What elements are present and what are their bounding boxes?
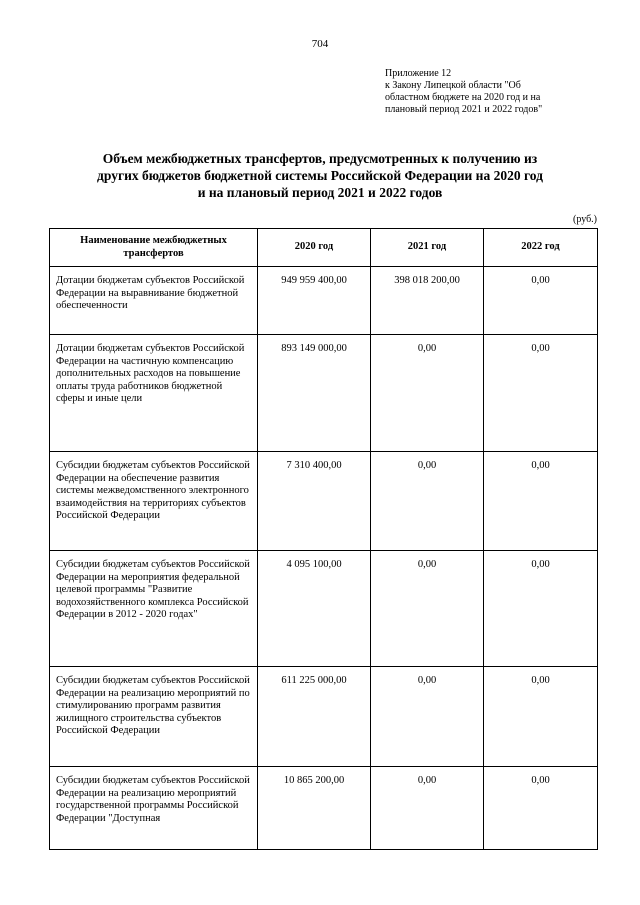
value-2022: 0,00 [484,335,598,452]
appendix-note [385,68,625,116]
value-2022: 0,00 [484,452,598,551]
table-row [50,452,598,551]
value-2022: 0,00 [484,551,598,667]
table-row [50,767,598,850]
appendix-line: к Закону Липецкой области "Об [385,80,521,91]
transfers-table [49,228,598,850]
table-row [50,667,598,767]
transfer-name: Субсидии бюджетам субъектов Российской Федерации на обеспечение развития системы межведомственного электронного взаимодействия на территориях субъектов Российской Федерации [50,452,258,551]
header-2021: 2021 год [371,229,484,267]
appendix-line: плановый период 2021 и 2022 годов" [385,104,543,115]
transfer-name: Субсидии бюджетам субъектов Российской Федерации на реализацию мероприятий по стимулированию программ развития жилищного строительства субъектов Российской Федерации [50,667,258,767]
value-2021: 0,00 [371,335,484,452]
table-row [50,551,598,667]
value-2021: 0,00 [371,667,484,767]
header-2022: 2022 год [484,229,598,267]
title-line: Объем межбюджетных трансфертов, предусмотренных к получению из [102,151,538,166]
value-2022: 0,00 [484,767,598,850]
currency-unit: (руб.) [573,214,597,225]
table-row [50,267,598,335]
document-title [40,150,600,201]
title-line: других бюджетов бюджетной системы Российской Федерации на 2020 год [97,168,543,183]
header-name: Наименование межбюджетных трансфертов [50,229,258,267]
value-2021: 0,00 [371,767,484,850]
value-2020: 7 310 400,00 [258,452,371,551]
page-number: 704 [311,38,329,50]
value-2020: 893 149 000,00 [258,335,371,452]
value-2021: 0,00 [371,551,484,667]
table-header-row [50,229,598,267]
transfer-name: Субсидии бюджетам субъектов Российской Федерации на мероприятия федеральной целевой программы "Развитие водохозяйственного комплекса Российской Федерации в 2012 - 2020 годах" [50,551,258,667]
value-2020: 10 865 200,00 [258,767,371,850]
transfer-name: Дотации бюджетам субъектов Российской Федерации на выравнивание бюджетной обеспеченности [50,267,258,335]
value-2020: 611 225 000,00 [258,667,371,767]
header-2020: 2020 год [258,229,371,267]
value-2022: 0,00 [484,267,598,335]
title-line: и на плановый период 2021 и 2022 годов [197,185,443,200]
table-row [50,335,598,452]
value-2021: 0,00 [371,452,484,551]
transfer-name: Субсидии бюджетам субъектов Российской Федерации на реализацию мероприятий государственной программы Российской Федерации "Доступная [50,767,258,850]
value-2021: 398 018 200,00 [371,267,484,335]
value-2022: 0,00 [484,667,598,767]
appendix-line: областном бюджете на 2020 год и на [385,92,541,103]
value-2020: 4 095 100,00 [258,551,371,667]
appendix-line: Приложение 12 [385,68,452,79]
value-2020: 949 959 400,00 [258,267,371,335]
transfer-name: Дотации бюджетам субъектов Российской Федерации на частичную компенсацию дополнительных расходов на повышение оплаты труда работников бюджетной сферы и иные цели [50,335,258,452]
